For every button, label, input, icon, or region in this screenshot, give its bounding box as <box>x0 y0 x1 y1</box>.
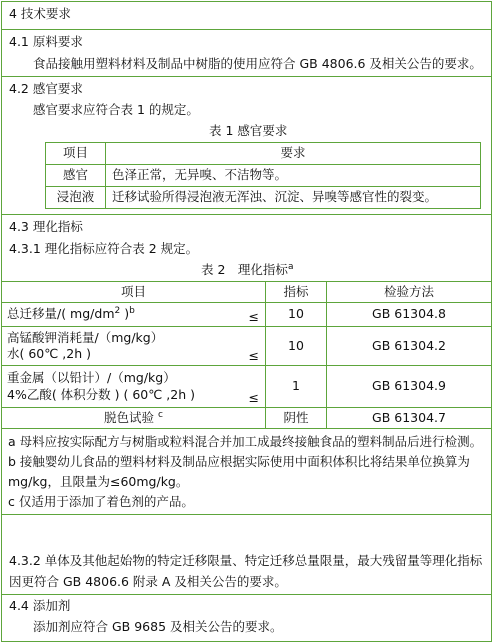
table-cell-item: 总迁移量/( $mg/dm^2$ )$^b$ ≤ <box>2 303 266 327</box>
section-4-3-heading: 4.3 理化指标 <box>9 219 83 234</box>
section-4-4-heading: 4.4 添加剂 <box>9 598 71 613</box>
divider <box>1 594 492 595</box>
table-cell-value: 10 <box>266 327 327 366</box>
table-row <box>46 143 481 165</box>
section-4-3-1-text: 4.3.1 理化指标应符合表 2 规定。 <box>9 241 199 256</box>
divider <box>1 214 492 215</box>
table-cell-item: 脱色试验 $^c$ <box>2 408 266 429</box>
table-cell: 色泽正常，无异嗅、不洁物等。 <box>106 165 481 187</box>
section-4-3-2-text: 4.3.2 单体及其他起始物的特定迁移限量、特定迁移总量限量，最大残留量等理化指标因更符合 GB 4806.6 附录 A 及相关公告的要求。 <box>9 553 483 589</box>
table-row <box>2 408 492 429</box>
table-row <box>46 165 481 187</box>
table-note: a 母料应按实际配方与树脂或粒料混合并加工成最终接触食品的塑料制品后进行检测。 <box>8 434 483 449</box>
section-4-2-heading: 4.2 感官要求 <box>9 81 83 96</box>
table-row <box>2 282 492 303</box>
table-cell-method: GB 61304.2 <box>327 327 492 366</box>
table-cell-item: 重金属（以铅计）/（mg/kg） 4%乙酸( 体积分数 ) ( 60℃ ,2h ) ≤ <box>2 366 266 408</box>
table-header-cell: 指标 <box>266 282 327 303</box>
table-header-cell: 项目 <box>46 143 106 165</box>
table-notes-row <box>2 429 492 515</box>
table-cell: 感官 <box>46 165 106 187</box>
table-row <box>46 187 481 209</box>
section-4-1-text: 食品接触用塑料材料及制品中树脂的使用应符合 GB 4806.6 及相关公告的要求。 <box>33 56 482 71</box>
table-cell-method: GB 61304.7 <box>327 408 492 429</box>
table-row <box>2 366 492 408</box>
section-4-2-text: 感官要求应符合表 1 的规定。 <box>33 102 199 117</box>
table-cell-item: 高锰酸钾消耗量/（mg/kg） 水( 60℃ ,2h ) ≤ <box>2 327 266 366</box>
section-4-heading: 4 技术要求 <box>9 6 71 21</box>
table-header-cell: 项目 <box>2 282 266 303</box>
table-2-caption: 表 2 理化指标$^a$ <box>201 262 294 277</box>
table-cell-value: 1 <box>266 366 327 408</box>
section-4-1-heading: 4.1 原料要求 <box>9 34 83 49</box>
table-cell: 迁移试验所得浸泡液无浑浊、沉淀、异嗅等感官性的裂变。 <box>106 187 481 209</box>
table-cell-method: GB 61304.8 <box>327 303 492 327</box>
table-1 <box>45 142 481 209</box>
table-header-cell: 检验方法 <box>327 282 492 303</box>
divider <box>1 29 492 30</box>
table-1-caption: 表 1 感官要求 <box>209 123 288 138</box>
section-4-4-text: 添加剂应符合 GB 9685 及相关公告的要求。 <box>33 619 283 634</box>
table-cell-value: 10 <box>266 303 327 327</box>
table-note: c 仅适用于添加了着色剂的产品。 <box>8 494 194 509</box>
divider <box>1 76 492 77</box>
table-cell-value: 阴性 <box>266 408 327 429</box>
table-row <box>2 303 492 327</box>
table-row <box>2 327 492 366</box>
table-note: b 接触婴幼儿食品的塑料材料及制品应根据实际使用中面积体积比将结果单位换算为 mg/kg，且限量为≤60mg/kg。 <box>8 454 470 489</box>
table-2 <box>1 281 492 515</box>
table-cell-method: GB 61304.9 <box>327 366 492 408</box>
table-header-cell: 要求 <box>106 143 481 165</box>
document-page <box>1 1 492 642</box>
table-notes <box>2 429 492 515</box>
table-cell: 浸泡液 <box>46 187 106 209</box>
